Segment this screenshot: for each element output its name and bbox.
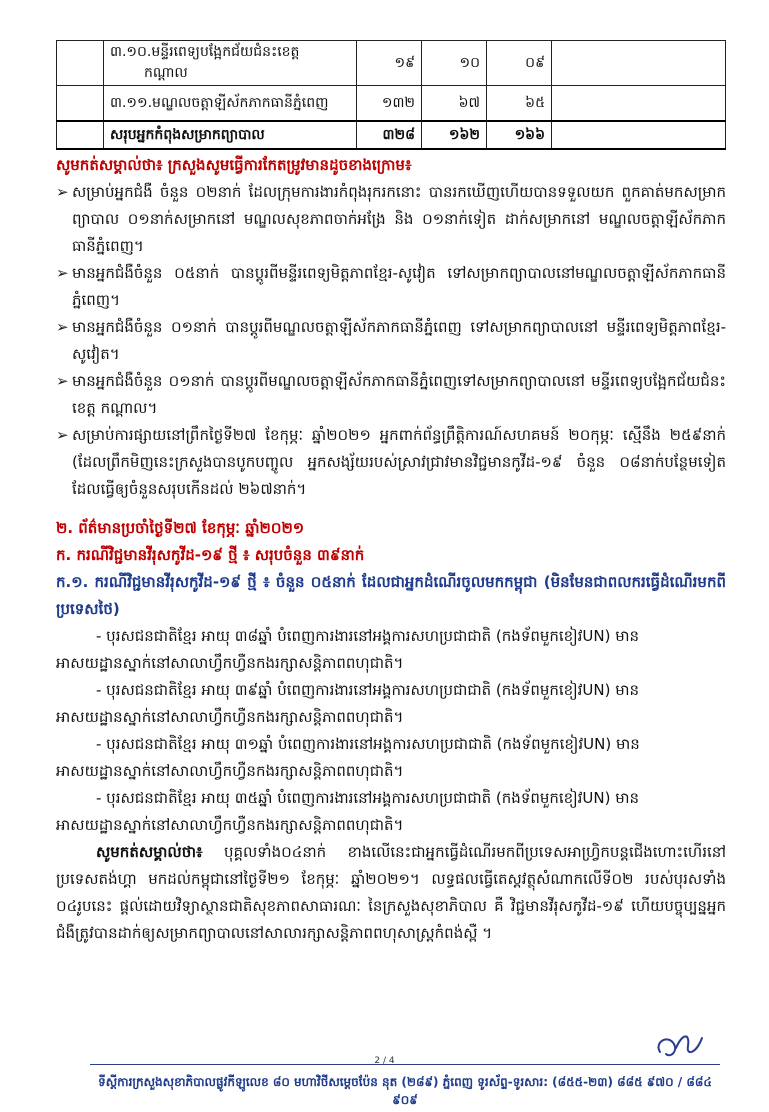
total-female: ១៦៦	[487, 121, 552, 149]
arrow-bullet-icon: ➢	[56, 264, 69, 282]
daily-news-section	[56, 515, 726, 947]
table-cell-blank	[57, 121, 104, 149]
footer-address: ទីស្ដីការក្រសួងសុខាភិបាលផ្លូវកីឡូលេខ ៨០ មហាវិថីសម្ដេចប៉ែន នុត (២៨៩) ភ្នំពេញ ទូរស័ព្ទ-ទូរសារ: (៨៥៥-២៣) ៨៨៥ ៩៧០ / ៨៨៤ ៩០៩	[98, 1075, 712, 1107]
total-all: ៣២៨	[357, 121, 422, 149]
case-entry	[56, 785, 726, 839]
table-cell-name: ៣.១១.មណ្ឌលចត្តាឡីស័កភាកធានីភ្នំពេញ	[104, 86, 357, 122]
table-cell-total: ១៩	[357, 41, 422, 86]
note-bullet: ➢ សម្រាប់អ្នកជំងឺ ចំនួន ០២នាក់ ដែលក្រុមការងារកំពុងរុករកនោះ បានរកឃើញហើយបានទទួលយក ពួកគាត់មកសម្រាកព្យាបាល ០១នាក់សម្រាកនៅ មណ្ឌលសុខភាពចាក់អង្រែ និង ០១នាក់ទៀត ដាក់សម្រាកនៅ មណ្ឌលចត្តាឡីស័កភាកធានីភ្នំពេញ។	[56, 179, 726, 260]
table-row	[57, 41, 726, 86]
case-line2: អាសយដ្ឋានស្នាក់នៅសាលាហ្វឹកហ្វឺនកងរក្សាសន្តិភាពពហុជាតិ។	[56, 762, 404, 780]
table-cell-male: ១០	[422, 41, 487, 86]
row-name-line1: ៣.១០.មន្ទីរពេទ្យបង្អែកជ័យជំនះខេត្ត	[110, 44, 300, 60]
table-cell-extra	[552, 121, 726, 149]
arrow-bullet-icon: ➢	[56, 183, 69, 201]
case-line2: អាសយដ្ឋានស្នាក់នៅសាលាហ្វឹកហ្វឺនកងរក្សាសន្តិភាពពហុជាតិ។	[56, 708, 404, 726]
arrow-bullet-icon: ➢	[56, 318, 69, 336]
case-line2: អាសយដ្ឋានស្នាក់នៅសាលាហ្វឹកហ្វឺនកងរក្សាសន្តិភាពពហុជាតិ។	[56, 654, 404, 672]
case-entry	[56, 731, 726, 785]
page-number: 2 / 4	[374, 1056, 395, 1066]
footer-divider	[90, 1064, 720, 1065]
table-row	[57, 86, 726, 122]
row-name-line2: កណ្ដាល	[144, 65, 188, 81]
table-cell-extra	[552, 86, 726, 122]
correction-note	[56, 152, 726, 503]
table-cell-male: ៦៧	[422, 86, 487, 122]
total-male: ១៦២	[422, 121, 487, 149]
table-cell-female: ០៩	[487, 41, 552, 86]
case-entry	[56, 677, 726, 731]
subsection-a1: ក.១. ករណីវិជ្ជមានវីរុសកូវីដ-១៩ ថ្មី ៖ ចំនួន ០៥នាក់ ដែលជាអ្នកដំណើរចូលមកកម្ពុជា (មិនមែនជាពលករធ្វើដំណើរមកពីប្រទេសថៃ)	[56, 573, 726, 618]
arrow-bullet-icon: ➢	[56, 426, 69, 444]
table-total-row	[57, 121, 726, 149]
closing-note	[56, 839, 726, 947]
closing-label: សូមកត់សម្គាល់ថា៖	[96, 843, 203, 861]
case-line1: - បុរសជនជាតិខ្មែរ អាយុ ៣៥ឆ្នាំ បំពេញការងារនៅអង្គការសហប្រជាជាតិ (កងទ័ពមួកខៀវUN) មាន	[96, 789, 640, 807]
case-line1: - បុរសជនជាតិខ្មែរ អាយុ ៣៩ឆ្នាំ បំពេញការងារនៅអង្គការសហប្រជាជាតិ (កងទ័ពមួកខៀវUN) មាន	[96, 681, 640, 699]
note-bullet: ➢ មានអ្នកជំងឺចំនួន ០៥នាក់ បានប្ដូរពីមន្ទីរពេទ្យមិត្តភាពខ្មែរ-សូវៀត ទៅសម្រាកព្យាបាលនៅមណ្ឌលចត្តាឡីស័កភាកធានីភ្នំពេញ។	[56, 260, 726, 314]
case-line2: អាសយដ្ឋានស្នាក់នៅសាលាហ្វឹកហ្វឺនកងរក្សាសន្តិភាពពហុជាតិ។	[56, 816, 404, 834]
section-title: ២. ព័ត៌មានប្រចាំថ្ងៃទី២៧ ខែកុម្ភៈ ឆ្នាំ២០២១	[56, 519, 305, 537]
subsection-a: ក. ករណីវិជ្ជមានវីរុសកូវីដ-១៩ ថ្មី ៖ សរុបចំនួន ៣៩នាក់	[56, 546, 365, 564]
table-cell-extra	[552, 41, 726, 86]
note-bullet: ➢ សម្រាប់ការផ្សាយនៅព្រឹកថ្ងៃទី២៧ ខែកុម្ភៈ ឆ្នាំ២០២១ អ្នកពាក់ព័ន្ធព្រឹត្តិការណ៍សហគមន៍ ២០កុម្ភៈ ស្មើនឹង ២៥៩នាក់ (ដែលព្រឹកមិញនេះក្រសួងបានបូកបញ្ចូល អ្នកសង្ស័យរបស់ស្រាវជ្រាវមានវិជ្ជមានកូវីដ-១៩ ចំនួន ០៨នាក់បន្ថែមទៀតដែលធ្វើឲ្យចំនួនសរុបកើនដល់ ២៦៧នាក់។	[56, 422, 726, 503]
note-heading: សូមកត់សម្គាល់ថា៖ ក្រសួងសូមធ្វើការកែតម្រូវមានដូចខាងក្រោម៖	[56, 156, 412, 174]
table-cell-total: ១៣២	[357, 86, 422, 122]
case-line1: - បុរសជនជាតិខ្មែរ អាយុ ៣១ឆ្នាំ បំពេញការងារនៅអង្គការសហប្រជាជាតិ (កងទ័ពមួកខៀវUN) មាន	[96, 735, 640, 753]
patient-table	[56, 40, 726, 150]
closing-text: បុគ្គលទាំង០៤នាក់ ខាងលើនេះជាអ្នកធ្វើដំណើរមកពីប្រទេសអាហ្វ្រិកបន្តជើងហោះហើរនៅប្រទេសតង់ហ្គា មកដល់កម្ពុជានៅថ្ងៃទី២១ ខែកុម្ភៈ ឆ្នាំ២០២១។ លទ្ធផលធ្វើតេស្តវត្ថុសំណាកលើទី០២ របស់បុរសទាំង ០៤រូបនេះ ផ្ដល់ដោយវិទ្យាស្ថានជាតិសុខភាពសាធារណៈ នៃក្រសួងសុខាភិបាល គឺ វិជ្ជមានវីរុសកូវីដ-១៩ ហើយបច្ចុប្បន្នអ្នកជំងឺត្រូវបានដាក់ឲ្យសម្រាកព្យាបាលនៅសាលារក្សាសន្តិភាពពហុសាស្រ្តកំពង់ស្ពឺ ។	[56, 843, 726, 942]
note-bullet: ➢ មានអ្នកជំងឺចំនួន ០១នាក់ បានប្ដូរពីមណ្ឌលចត្តាឡីស័កភាកធានីភ្នំពេញ ទៅសម្រាកព្យាបាលនៅ មន្ទីរពេទ្យមិត្តភាពខ្មែរ-សូវៀត។	[56, 314, 726, 368]
case-line1: - បុរសជនជាតិខ្មែរ អាយុ ៣៨ឆ្នាំ បំពេញការងារនៅអង្គការសហប្រជាជាតិ (កងទ័ពមួកខៀវUN) មាន	[96, 627, 640, 645]
table-cell-blank	[57, 86, 104, 122]
table-cell-name	[104, 41, 357, 86]
total-label: សរុបអ្នកកំពុងសម្រាកព្យាបាល	[104, 121, 357, 149]
table-cell-blank	[57, 41, 104, 86]
note-bullet: ➢ មានអ្នកជំងឺចំនួន ០១នាក់ បានប្ដូរពីមណ្ឌលចត្តាឡីស័កភាកធានីភ្នំពេញទៅសម្រាកព្យាបាលនៅ មន្ទីរពេទ្យបង្អែកជ័យជំនះខេត្ត កណ្ដាល។	[56, 368, 726, 422]
table-cell-female: ៦៥	[487, 86, 552, 122]
case-entry	[56, 623, 726, 677]
arrow-bullet-icon: ➢	[56, 372, 69, 390]
